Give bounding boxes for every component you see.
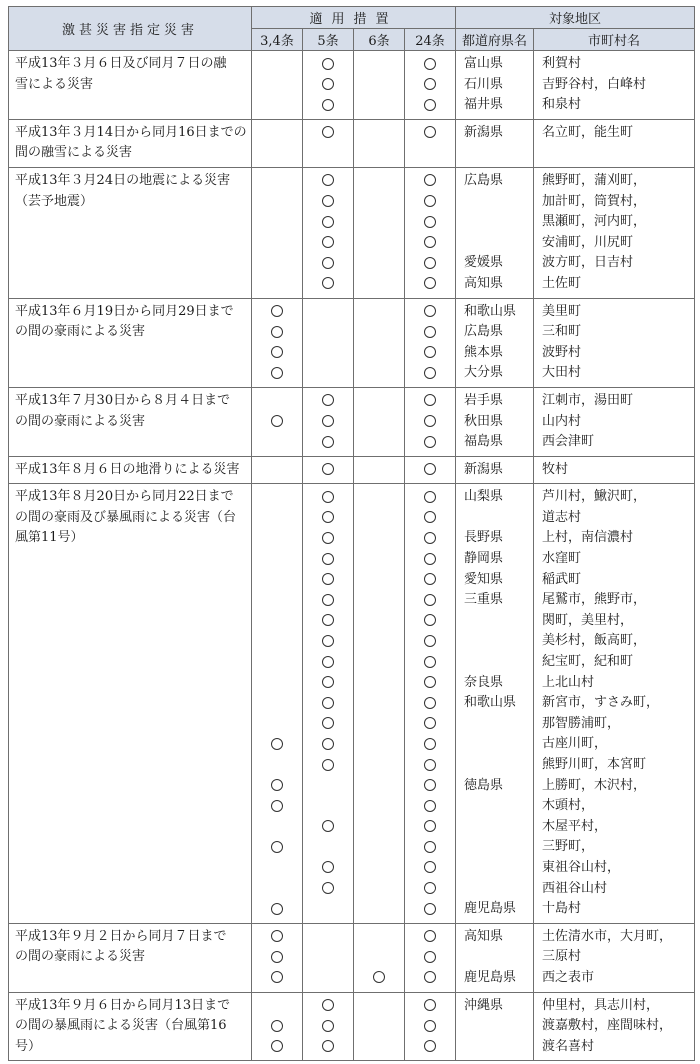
measure-6-cell [354, 51, 405, 120]
applied-circle-icon [424, 930, 436, 942]
applied-circle-icon [322, 759, 334, 771]
applied-circle-icon [322, 1020, 334, 1032]
applied-circle-icon [322, 553, 334, 565]
measure-24-cell [405, 456, 456, 484]
prefecture-name: 和歌山県 [464, 695, 517, 711]
applied-circle-icon [424, 779, 436, 791]
disaster-line: の間の豪雨による災害 [15, 413, 146, 429]
prefecture-cell [456, 387, 534, 456]
prefecture-name [464, 796, 533, 817]
applied-circle-icon [424, 195, 436, 207]
municipality-name: 関町，美里村， [542, 612, 634, 628]
disaster-line: 平成13年９月２日から同月７日まで [15, 928, 227, 944]
municipality-name [542, 143, 694, 164]
prefecture-name [464, 1016, 533, 1037]
prefecture-name: 愛媛県 [464, 255, 504, 271]
applied-circle-icon [424, 78, 436, 90]
municipality-cell [534, 484, 695, 923]
applied-circle-icon [424, 277, 436, 289]
disaster-name [9, 484, 252, 923]
prefecture-name: 高知県 [464, 275, 504, 291]
prefecture-name: 山梨県 [464, 489, 504, 505]
applied-circle-icon [271, 951, 283, 963]
prefecture-cell [456, 484, 534, 923]
header-col-34: 3,4条 [252, 29, 303, 51]
applied-circle-icon [322, 491, 334, 503]
municipality-name: 黒瀬町，河内町， [542, 214, 647, 230]
municipality-name: 吉野谷村，白峰村 [542, 76, 647, 92]
municipality-name: 木屋平村， [542, 818, 608, 834]
measure-34-cell [252, 992, 303, 1061]
disaster-line: 平成13年８月６日の地滑りによる災害 [15, 461, 240, 477]
header-muni: 市町村名 [534, 29, 695, 51]
applied-circle-icon [424, 326, 436, 338]
header-area: 対象地区 [456, 7, 695, 29]
table-body [9, 51, 695, 1061]
measure-34-cell [252, 923, 303, 992]
municipality-cell [534, 456, 695, 484]
applied-circle-icon [322, 635, 334, 647]
applied-circle-icon [322, 463, 334, 475]
applied-circle-icon [322, 532, 334, 544]
table-row [9, 456, 695, 484]
measure-24-cell [405, 484, 456, 923]
prefecture-name: 新潟県 [464, 461, 504, 477]
municipality-cell [534, 387, 695, 456]
table-row [9, 51, 695, 120]
applied-circle-icon [322, 656, 334, 668]
municipality-name: 渡名喜村 [542, 1038, 595, 1054]
applied-circle-icon [322, 820, 334, 832]
applied-circle-icon [424, 656, 436, 668]
municipality-name: 紀宝町，紀和町 [542, 654, 634, 670]
prefecture-name: 福島県 [464, 434, 504, 450]
applied-circle-icon [322, 195, 334, 207]
measure-5-cell [303, 923, 354, 992]
municipality-name: 利賀村 [542, 56, 582, 71]
municipality-name: 古座川町， [542, 736, 608, 752]
municipality-name: 尾鷲市，熊野市， [542, 592, 647, 608]
measure-6-cell [354, 167, 405, 298]
prefecture-name [464, 1037, 533, 1058]
measure-6-cell [354, 484, 405, 923]
applied-circle-icon [322, 999, 334, 1011]
applied-circle-icon [424, 759, 436, 771]
applied-circle-icon [424, 717, 436, 729]
measure-5-cell [303, 119, 354, 167]
municipality-name: 東祖谷山村， [542, 859, 621, 875]
measure-5-cell [303, 992, 354, 1061]
municipality-name: 三原村 [542, 949, 582, 965]
applied-circle-icon [322, 415, 334, 427]
measure-5-cell [303, 167, 354, 298]
municipality-name: 上北山村 [542, 674, 595, 690]
prefecture-name [464, 508, 533, 529]
prefecture-name [464, 858, 533, 879]
municipality-cell [534, 992, 695, 1061]
disaster-name [9, 387, 252, 456]
prefecture-name: 三重県 [464, 592, 504, 608]
prefecture-name: 奈良県 [464, 674, 504, 690]
applied-circle-icon [322, 394, 334, 406]
applied-circle-icon [424, 257, 436, 269]
disaster-line: 平成13年８月20日から同月22日まで [15, 489, 234, 505]
applied-circle-icon [322, 174, 334, 186]
municipality-name: 熊野川町，本宮町 [542, 757, 647, 772]
municipality-name: 十島村 [542, 901, 582, 917]
applied-circle-icon [424, 820, 436, 832]
measure-34-cell [252, 119, 303, 167]
municipality-name: 西会津町 [542, 434, 595, 450]
applied-circle-icon [322, 78, 334, 90]
applied-circle-icon [424, 346, 436, 358]
applied-circle-icon [424, 99, 436, 111]
applied-circle-icon [424, 573, 436, 585]
disaster-table [8, 6, 695, 1061]
municipality-name: 波方町，日吉村 [542, 255, 634, 271]
municipality-name: 稲武町 [542, 571, 582, 587]
prefecture-name: 和歌山県 [464, 303, 517, 319]
header-col-5: 5条 [303, 29, 354, 51]
prefecture-cell [456, 456, 534, 484]
header-col-24: 24条 [405, 29, 456, 51]
municipality-name: 那智勝浦町， [542, 715, 621, 731]
disaster-line: 雪による災害 [15, 76, 94, 92]
applied-circle-icon [322, 1040, 334, 1052]
prefecture-name [464, 947, 533, 968]
prefecture-name: 富山県 [464, 56, 504, 71]
disaster-line: の間の豪雨による災害 [15, 949, 146, 965]
disaster-name [9, 119, 252, 167]
applied-circle-icon [424, 882, 436, 894]
prefecture-name [464, 879, 533, 900]
applied-circle-icon [322, 594, 334, 606]
prefecture-name: 鹿児島県 [464, 969, 517, 985]
applied-circle-icon [424, 553, 436, 565]
municipality-name: 三野町， [542, 839, 595, 855]
measure-5-cell [303, 298, 354, 387]
table-row [9, 923, 695, 992]
prefecture-name: 秋田県 [464, 413, 504, 429]
table-row [9, 167, 695, 298]
applied-circle-icon [424, 951, 436, 963]
applied-circle-icon [322, 236, 334, 248]
measure-6-cell [354, 992, 405, 1061]
applied-circle-icon [424, 800, 436, 812]
municipality-name: 土佐町 [542, 275, 582, 291]
measure-34-cell [252, 167, 303, 298]
applied-circle-icon [424, 491, 436, 503]
municipality-name: 美里町 [542, 303, 582, 319]
prefecture-name: 大分県 [464, 365, 504, 381]
municipality-name: 新宮市，すさみ町， [542, 695, 660, 711]
municipality-name: 大田村 [542, 365, 582, 381]
applied-circle-icon [322, 436, 334, 448]
table-row [9, 298, 695, 387]
header-pref: 都道府県名 [456, 29, 534, 51]
applied-circle-icon [424, 614, 436, 626]
applied-circle-icon [322, 573, 334, 585]
applied-circle-icon [424, 394, 436, 406]
prefecture-name [464, 817, 533, 838]
municipality-name: 上村，南信濃村 [542, 530, 634, 546]
measure-5-cell [303, 484, 354, 923]
measure-6-cell [354, 923, 405, 992]
municipality-name: 加計町，筒賀村， [542, 193, 647, 209]
header-measures: 適用措置 [252, 7, 456, 29]
applied-circle-icon [373, 971, 385, 983]
applied-circle-icon [424, 903, 436, 915]
applied-circle-icon [271, 415, 283, 427]
municipality-cell [534, 923, 695, 992]
applied-circle-icon [424, 999, 436, 1011]
measure-34-cell [252, 387, 303, 456]
applied-circle-icon [424, 697, 436, 709]
applied-circle-icon [271, 1040, 283, 1052]
disaster-line: 平成13年７月30日から８月４日まで [15, 392, 231, 408]
measure-24-cell [405, 923, 456, 992]
disaster-line: の間の豪雨による災害 [15, 324, 146, 340]
applied-circle-icon [424, 1020, 436, 1032]
applied-circle-icon [424, 841, 436, 853]
applied-circle-icon [424, 236, 436, 248]
disaster-line: 間の融雪による災害 [15, 145, 133, 161]
prefecture-name: 鹿児島県 [464, 901, 517, 917]
disaster-line: 平成13年３月６日及び同月７日の融 [15, 56, 227, 71]
disaster-line: （芸予地震） [15, 193, 94, 209]
applied-circle-icon [271, 367, 283, 379]
disaster-line: 風第11号） [15, 530, 84, 546]
prefecture-name: 熊本県 [464, 344, 504, 360]
applied-circle-icon [271, 841, 283, 853]
prefecture-name: 沖縄県 [464, 997, 504, 1013]
applied-circle-icon [322, 676, 334, 688]
measure-24-cell [405, 51, 456, 120]
municipality-name: 水窪町 [542, 551, 582, 567]
municipality-name: 牧村 [542, 461, 569, 477]
prefecture-name: 愛知県 [464, 571, 504, 587]
applied-circle-icon [271, 305, 283, 317]
prefecture-name [464, 755, 533, 776]
prefecture-name [464, 143, 533, 164]
applied-circle-icon [322, 738, 334, 750]
applied-circle-icon [424, 1040, 436, 1052]
measure-6-cell [354, 456, 405, 484]
prefecture-name [464, 734, 533, 755]
municipality-name: 和泉村 [542, 97, 582, 113]
applied-circle-icon [424, 594, 436, 606]
measure-24-cell [405, 992, 456, 1061]
municipality-name: 江刺市，湯田町 [542, 392, 634, 408]
municipality-name: 西祖谷山村 [542, 880, 608, 896]
disaster-line: 平成13年３月14日から同月16日までの [15, 124, 247, 140]
measure-24-cell [405, 387, 456, 456]
applied-circle-icon [322, 99, 334, 111]
prefecture-name [464, 611, 533, 632]
municipality-cell [534, 167, 695, 298]
municipality-name: 美杉村，飯高町， [542, 633, 647, 649]
disaster-name [9, 167, 252, 298]
disaster-line: の間の暴風雨による災害（台風第16 [15, 1018, 227, 1034]
prefecture-cell [456, 923, 534, 992]
disaster-name [9, 298, 252, 387]
applied-circle-icon [424, 676, 436, 688]
applied-circle-icon [322, 58, 334, 70]
disaster-line: 号） [15, 1038, 42, 1054]
prefecture-name: 新潟県 [464, 124, 504, 140]
measure-34-cell [252, 51, 303, 120]
municipality-name: 木頭村， [542, 798, 595, 814]
municipality-name: 安浦町，川尻町 [542, 234, 634, 250]
prefecture-name: 静岡県 [464, 551, 504, 567]
applied-circle-icon [424, 463, 436, 475]
prefecture-name: 徳島県 [464, 777, 504, 793]
municipality-name: 西之表市 [542, 969, 595, 985]
municipality-cell [534, 298, 695, 387]
applied-circle-icon [322, 216, 334, 228]
disaster-line: 平成13年３月24日の地震による災害 [15, 172, 231, 188]
municipality-name: 道志村 [542, 509, 582, 525]
applied-circle-icon [271, 779, 283, 791]
prefecture-cell [456, 119, 534, 167]
municipality-name: 芦川村，鰍沢町， [542, 489, 647, 505]
table-row [9, 387, 695, 456]
table-row [9, 484, 695, 923]
applied-circle-icon [424, 971, 436, 983]
prefecture-name [464, 192, 533, 213]
applied-circle-icon [424, 415, 436, 427]
prefecture-name: 高知県 [464, 928, 504, 944]
prefecture-name [464, 631, 533, 652]
applied-circle-icon [424, 532, 436, 544]
prefecture-name [464, 212, 533, 233]
measure-34-cell [252, 456, 303, 484]
municipality-name: 土佐清水市，大月町， [542, 928, 673, 944]
header-disaster: 激甚災害指定災害 [9, 7, 252, 51]
applied-circle-icon [322, 614, 334, 626]
municipality-cell [534, 51, 695, 120]
applied-circle-icon [322, 882, 334, 894]
applied-circle-icon [271, 326, 283, 338]
applied-circle-icon [322, 257, 334, 269]
applied-circle-icon [322, 697, 334, 709]
prefecture-name: 長野県 [464, 530, 504, 546]
prefecture-name [464, 837, 533, 858]
applied-circle-icon [322, 717, 334, 729]
prefecture-name [464, 233, 533, 254]
table-row [9, 119, 695, 167]
disaster-line: の間の豪雨及び暴風雨による災害（台 [15, 509, 237, 525]
municipality-name: 名立町，能生町 [542, 124, 634, 140]
applied-circle-icon [424, 58, 436, 70]
measure-6-cell [354, 387, 405, 456]
applied-circle-icon [322, 126, 334, 138]
measure-24-cell [405, 298, 456, 387]
prefecture-name: 広島県 [464, 324, 504, 340]
applied-circle-icon [424, 511, 436, 523]
measure-5-cell [303, 387, 354, 456]
applied-circle-icon [424, 861, 436, 873]
applied-circle-icon [322, 277, 334, 289]
disaster-name [9, 51, 252, 120]
prefecture-name: 石川県 [464, 76, 504, 92]
applied-circle-icon [424, 738, 436, 750]
applied-circle-icon [322, 511, 334, 523]
prefecture-name: 広島県 [464, 172, 504, 188]
applied-circle-icon [271, 800, 283, 812]
applied-circle-icon [424, 305, 436, 317]
measure-5-cell [303, 51, 354, 120]
disaster-line: 平成13年９月６日から同月13日まで [15, 997, 231, 1013]
municipality-name: 仲里村，具志川村， [542, 997, 660, 1013]
applied-circle-icon [271, 1020, 283, 1032]
measure-34-cell [252, 484, 303, 923]
applied-circle-icon [424, 635, 436, 647]
applied-circle-icon [322, 861, 334, 873]
applied-circle-icon [424, 174, 436, 186]
measure-6-cell [354, 298, 405, 387]
prefecture-name [464, 714, 533, 735]
measure-6-cell [354, 119, 405, 167]
applied-circle-icon [424, 126, 436, 138]
disaster-name [9, 923, 252, 992]
table-row [9, 992, 695, 1061]
municipality-name: 波野村 [542, 344, 582, 360]
measure-5-cell [303, 456, 354, 484]
applied-circle-icon [424, 436, 436, 448]
applied-circle-icon [271, 971, 283, 983]
prefecture-cell [456, 51, 534, 120]
prefecture-cell [456, 167, 534, 298]
prefecture-cell [456, 298, 534, 387]
municipality-name: 山内村 [542, 413, 582, 429]
header-col-6: 6条 [354, 29, 405, 51]
municipality-name: 熊野町，蒲刈町， [542, 172, 647, 188]
prefecture-name: 福井県 [464, 97, 504, 113]
municipality-name: 渡嘉敷村，座間味村， [542, 1018, 673, 1034]
applied-circle-icon [424, 367, 436, 379]
prefecture-name [464, 652, 533, 673]
disaster-name [9, 992, 252, 1061]
measure-24-cell [405, 119, 456, 167]
measure-34-cell [252, 298, 303, 387]
municipality-name: 上勝町，木沢村， [542, 777, 647, 793]
applied-circle-icon [271, 903, 283, 915]
disaster-line: 平成13年６月19日から同月29日まで [15, 303, 234, 319]
measure-24-cell [405, 167, 456, 298]
applied-circle-icon [271, 738, 283, 750]
applied-circle-icon [424, 216, 436, 228]
municipality-cell [534, 119, 695, 167]
municipality-name: 三和町 [542, 324, 582, 340]
applied-circle-icon [271, 346, 283, 358]
disaster-name [9, 456, 252, 484]
prefecture-cell [456, 992, 534, 1061]
prefecture-name: 岩手県 [464, 392, 504, 408]
applied-circle-icon [271, 930, 283, 942]
